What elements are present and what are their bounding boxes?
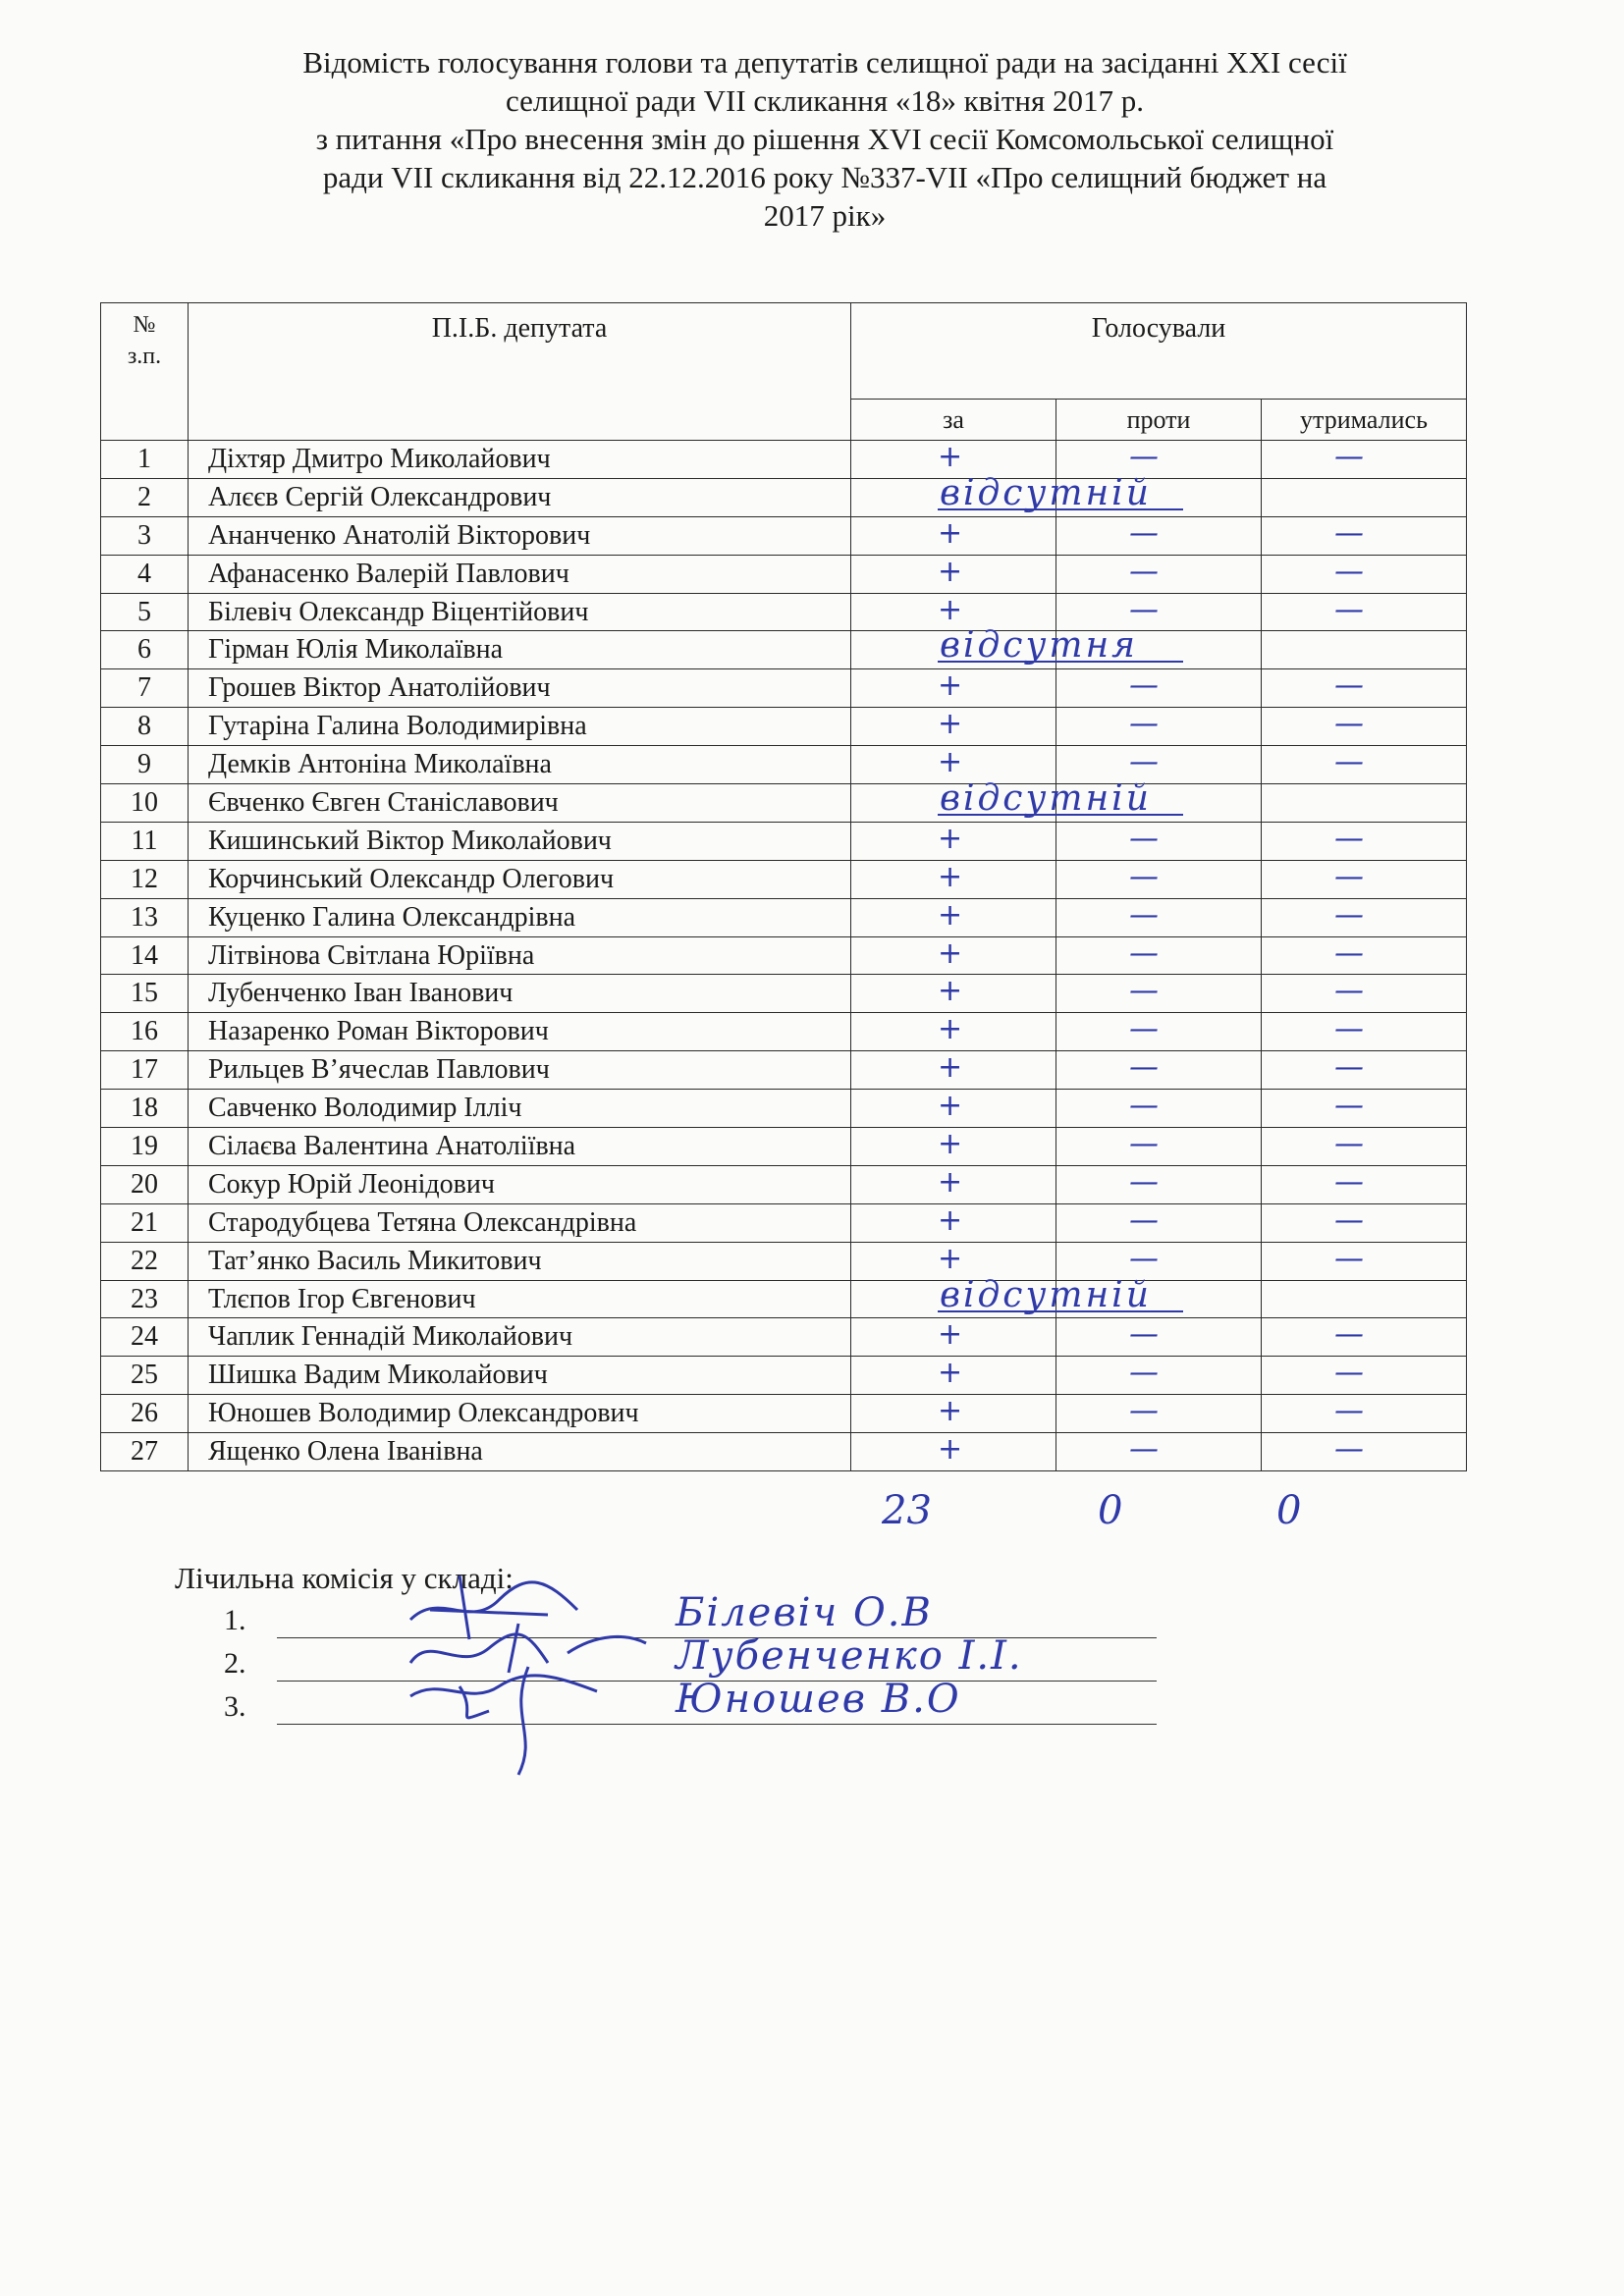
vote-cell-for [851,936,1056,975]
plus-mark: + [938,1089,963,1124]
plus-mark: + [938,897,963,933]
table-row [101,1051,1467,1090]
vote-cell-abstained [1262,784,1467,823]
total-abstained: 0 [1276,1488,1302,1533]
document-title [147,43,1502,235]
vote-cell-abstained [1262,1242,1467,1280]
deputy-name: Юношев Володимир Олександрович [189,1395,851,1433]
table-row [101,1357,1467,1395]
deputy-name: Тат’янко Василь Микитович [189,1242,851,1280]
vote-cell-for [851,1051,1056,1090]
dash-mark: — [1334,515,1364,551]
vote-cell-against [1056,1318,1262,1357]
vote-cell-abstained [1262,1128,1467,1166]
deputy-name: Демків Антоніна Миколаївна [189,746,851,784]
vote-cell-for [851,975,1056,1013]
vote-cell-against [1056,1395,1262,1433]
dash-mark: — [1334,707,1364,742]
num-header-abbrev: з.п. [127,344,162,369]
plus-mark: + [938,1356,963,1391]
vote-cell-abstained [1262,1165,1467,1203]
vote-cell-against [1056,936,1262,975]
vote-cell-against [1056,478,1262,516]
dash-mark: — [1334,974,1364,1009]
dash-mark: — [1334,859,1364,894]
dash-mark: — [1129,515,1159,551]
vote-cell-against [1056,516,1262,555]
vote-cell-abstained [1262,936,1467,975]
row-number: 16 [101,1013,189,1051]
row-number: 9 [101,746,189,784]
table-body [101,441,1467,1471]
table-row [101,516,1467,555]
vote-cell-for [851,1357,1056,1395]
vote-cell-abstained [1262,1051,1467,1090]
vote-cell-for [851,898,1056,936]
deputy-name: Корчинський Олександр Олегович [189,860,851,898]
plus-mark: + [938,592,963,627]
vote-cell-for [851,1274,1152,1318]
plus-mark: + [938,554,963,589]
dash-mark: — [1334,1012,1364,1047]
vote-cell-for [851,669,1056,708]
dash-mark: — [1334,592,1364,627]
vote-cell-against [1056,1280,1262,1318]
vote-cell-abstained [1262,631,1467,669]
member-handwritten-name: Білевіч О.В [676,1590,933,1635]
vote-cell-against [1056,1128,1262,1166]
num-header [101,303,189,441]
vote-cell-abstained [1262,708,1467,746]
deputy-name: Назаренко Роман Вікторович [189,1013,851,1051]
vote-cell-against [1056,1203,1262,1242]
dash-mark: — [1129,668,1159,704]
absent-note: відсутній [940,1274,1152,1315]
vote-cell-for [851,1433,1056,1471]
row-number: 24 [101,1318,189,1357]
vote-cell-abstained [1262,1318,1467,1357]
vote-cell-for [851,1203,1056,1242]
absent-note: відсутній [940,472,1152,513]
title-line-1: Відомість голосування голови та депутатів селищної ради на засіданні XXI сесії [302,45,1347,80]
vote-cell-abstained [1262,975,1467,1013]
row-number: 15 [101,975,189,1013]
dash-mark: — [1129,1202,1159,1238]
vote-cell-abstained [1262,898,1467,936]
dash-mark: — [1334,668,1364,704]
row-number: 21 [101,1203,189,1242]
table-row [101,860,1467,898]
table-row [101,784,1467,823]
row-number: 7 [101,669,189,708]
dash-mark: — [1129,1394,1159,1429]
dash-mark: — [1129,1241,1159,1276]
title-line-5: 2017 рік» [763,198,887,233]
plus-mark: + [938,859,963,894]
deputy-name: Гутаріна Галина Володимирівна [189,708,851,746]
num-header-symbol: № [133,312,156,338]
row-number: 10 [101,784,189,823]
row-number: 25 [101,1357,189,1395]
row-number: 6 [101,631,189,669]
vote-header-for: за [851,400,1056,441]
deputy-name: Сілаєва Валентина Анатоліївна [189,1128,851,1166]
table-row [101,975,1467,1013]
plus-mark: + [938,935,963,971]
vote-cell-abstained [1262,746,1467,784]
vote-cell-against [1056,631,1262,669]
vote-cell-for [851,472,1152,516]
vote-cell-against [1056,1357,1262,1395]
name-header: П.І.Б. депутата [189,303,851,441]
deputy-name: Афанасенко Валерій Павлович [189,555,851,593]
table-row [101,898,1467,936]
row-number: 17 [101,1051,189,1090]
title-line-3: з питання «Про внесення змін до рішення XVI сесії Комсомольської селищної [315,122,1334,156]
dash-mark: — [1129,1012,1159,1047]
vote-header-against: проти [1056,400,1262,441]
plus-mark: + [938,1432,963,1468]
dash-mark: — [1334,821,1364,856]
dash-mark: — [1334,1050,1364,1086]
vote-cell-abstained [1262,555,1467,593]
vote-cell-against [1056,822,1262,860]
vote-cell-for [851,1165,1056,1203]
vote-cell-against [1056,1165,1262,1203]
plus-mark: + [938,668,963,704]
vote-cell-abstained [1262,441,1467,479]
dash-mark: — [1129,1050,1159,1086]
vote-cell-abstained [1262,516,1467,555]
absent-note: відсутня [940,625,1139,667]
row-number: 19 [101,1128,189,1166]
row-number: 13 [101,898,189,936]
dash-mark: — [1334,554,1364,589]
deputy-name: Ананченко Анатолій Вікторович [189,516,851,555]
dash-mark: — [1129,554,1159,589]
row-number: 20 [101,1165,189,1203]
total-against: 0 [1098,1488,1123,1533]
dash-mark: — [1334,897,1364,933]
vote-cell-for [851,516,1056,555]
dash-mark: — [1129,821,1159,856]
vote-cell-against [1056,1433,1262,1471]
vote-cell-against [1056,784,1262,823]
row-number: 2 [101,478,189,516]
dash-mark: — [1129,1432,1159,1468]
row-number: 5 [101,593,189,631]
vote-cell-abstained [1262,1395,1467,1433]
plus-mark: + [938,1317,963,1353]
plus-mark: + [938,440,963,474]
dash-mark: — [1334,1202,1364,1238]
vote-cell-abstained [1262,822,1467,860]
vote-cell-against [1056,975,1262,1013]
table-row [101,936,1467,975]
row-number: 8 [101,708,189,746]
dash-mark: — [1129,1356,1159,1391]
row-number: 3 [101,516,189,555]
plus-mark: + [938,1012,963,1047]
table-row [101,822,1467,860]
dash-mark: — [1334,1089,1364,1124]
dash-mark: — [1334,1317,1364,1353]
plus-mark: + [938,1394,963,1429]
signature-mark [401,1657,636,1785]
title-line-4: ради VII скликання від 22.12.2016 року №337-VII «Про селищний бюджет на [322,160,1327,194]
vote-cell-for [851,1090,1056,1128]
vote-cell-for [851,1318,1056,1357]
table-row [101,1128,1467,1166]
plus-mark: + [938,1050,963,1086]
vote-cell-abstained [1262,1090,1467,1128]
table-row [101,478,1467,516]
row-number: 12 [101,860,189,898]
row-number: 14 [101,936,189,975]
absent-note: відсутній [940,778,1152,820]
vote-cell-for [851,555,1056,593]
deputy-name: Куценко Галина Олександрівна [189,898,851,936]
deputy-name: Ященко Олена Іванівна [189,1433,851,1471]
deputy-name: Білевіч Олександр Віцентійович [189,593,851,631]
vote-cell-abstained [1262,669,1467,708]
deputy-name: Алєєв Сергій Олександрович [189,478,851,516]
table-row [101,555,1467,593]
vote-cell-for [851,822,1056,860]
vote-cell-abstained [1262,1433,1467,1471]
dash-mark: — [1129,859,1159,894]
deputy-name: Літвінова Світлана Юріївна [189,936,851,975]
vote-cell-for [851,708,1056,746]
voted-header: Голосували [851,303,1467,400]
member-number: 3. [224,1690,246,1723]
table-row [101,669,1467,708]
vote-cell-abstained [1262,1013,1467,1051]
vote-cell-abstained [1262,860,1467,898]
dash-mark: — [1129,897,1159,933]
deputy-name: Тлєпов Ігор Євгенович [189,1280,851,1318]
vote-cell-against [1056,1090,1262,1128]
deputy-name: Лубенченко Іван Іванович [189,975,851,1013]
table-row [101,1433,1467,1471]
vote-cell-against [1056,1051,1262,1090]
total-for: 23 [882,1488,932,1533]
deputy-name: Савченко Володимир Ілліч [189,1090,851,1128]
plus-mark: + [938,1164,963,1200]
voting-table [100,302,1467,1471]
dash-mark: — [1129,707,1159,742]
row-number: 26 [101,1395,189,1433]
plus-mark: + [938,974,963,1009]
member-number: 1. [224,1604,246,1636]
dash-mark: — [1334,1432,1364,1468]
table-row [101,593,1467,631]
dash-mark: — [1334,1127,1364,1162]
dash-mark: — [1334,935,1364,971]
dash-mark: — [1129,440,1159,474]
plus-mark: + [938,745,963,780]
vote-cell-for [851,1128,1056,1166]
deputy-name: Гірман Юлія Миколаївна [189,631,851,669]
deputy-name: Євченко Євген Станіславович [189,784,851,823]
vote-cell-for [851,778,1152,823]
dash-mark: — [1129,1089,1159,1124]
commission-label: Лічильна комісія у складі: [175,1561,514,1595]
dash-mark: — [1334,440,1364,474]
plus-mark: + [938,515,963,551]
deputy-name: Діхтяр Дмитро Миколайович [189,441,851,479]
plus-mark: + [938,1202,963,1238]
vote-cell-abstained [1262,1280,1467,1318]
plus-mark: + [938,1127,963,1162]
deputy-name: Грошев Віктор Анатолійович [189,669,851,708]
vote-totals [0,1488,1624,1537]
dash-mark: — [1334,745,1364,780]
vote-cell-against [1056,708,1262,746]
dash-mark: — [1334,1356,1364,1391]
dash-mark: — [1129,1127,1159,1162]
member-handwritten-name: Юношев В.О [676,1677,961,1722]
title-line-2: селищної ради VII скликання «18» квітня 2017 р. [505,83,1145,118]
deputy-name: Кишинський Віктор Миколайович [189,822,851,860]
vote-cell-abstained [1262,478,1467,516]
plus-mark: + [938,1241,963,1276]
deputy-name: Шишка Вадим Миколайович [189,1357,851,1395]
vote-cell-for [851,625,1139,669]
row-number: 11 [101,822,189,860]
table-row [101,1318,1467,1357]
dash-mark: — [1129,745,1159,780]
vote-cell-against [1056,1013,1262,1051]
vote-cell-for [851,860,1056,898]
dash-mark: — [1129,1164,1159,1200]
vote-cell-abstained [1262,593,1467,631]
vote-cell-against [1056,898,1262,936]
vote-cell-abstained [1262,1357,1467,1395]
row-number: 1 [101,441,189,479]
row-number: 27 [101,1433,189,1471]
vote-header-abstained: утримались [1262,400,1467,441]
plus-mark: + [938,707,963,742]
table-row [101,1013,1467,1051]
vote-cell-abstained [1262,1203,1467,1242]
row-number: 4 [101,555,189,593]
table-row [101,1165,1467,1203]
row-number: 23 [101,1280,189,1318]
deputy-name: Сокур Юрій Леонідович [189,1165,851,1203]
table-row [101,708,1467,746]
dash-mark: — [1129,1317,1159,1353]
table-row [101,1242,1467,1280]
vote-cell-against [1056,860,1262,898]
deputy-name: Рильцев В’ячеслав Павлович [189,1051,851,1090]
table-row [101,1395,1467,1433]
table-row [101,1090,1467,1128]
dash-mark: — [1129,935,1159,971]
table-row [101,1203,1467,1242]
deputy-name: Стародубцева Тетяна Олександрівна [189,1203,851,1242]
vote-cell-for [851,1395,1056,1433]
dash-mark: — [1129,592,1159,627]
table-row [101,631,1467,669]
member-handwritten-name: Лубенченко І.І. [676,1633,1023,1679]
deputy-name: Чаплик Геннадій Миколайович [189,1318,851,1357]
dash-mark: — [1129,974,1159,1009]
commission-member-3 [224,1677,1166,1730]
vote-cell-for [851,1013,1056,1051]
dash-mark: — [1334,1241,1364,1276]
plus-mark: + [938,821,963,856]
dash-mark: — [1334,1164,1364,1200]
row-number: 22 [101,1242,189,1280]
table-row [101,746,1467,784]
vote-cell-against [1056,669,1262,708]
vote-cell-against [1056,555,1262,593]
row-number: 18 [101,1090,189,1128]
dash-mark: — [1334,1394,1364,1429]
member-number: 2. [224,1647,246,1680]
table-row [101,1280,1467,1318]
table-row [101,441,1467,479]
